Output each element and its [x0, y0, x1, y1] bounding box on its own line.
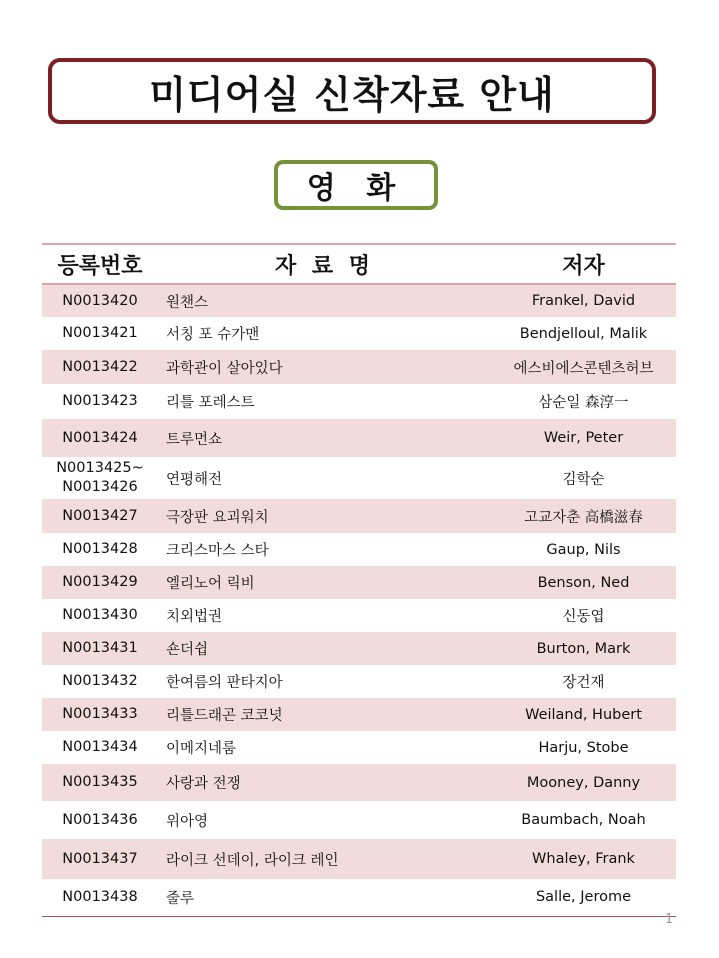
table-row [42, 632, 676, 665]
item-title: 치외법권 [166, 609, 223, 625]
item-author: Gaup, Nils [546, 541, 621, 558]
item-author: 신동엽 [562, 609, 605, 625]
registration-number: N0013436 [62, 811, 138, 828]
table-row [42, 731, 676, 764]
item-author: 고교자춘 高橋滋春 [491, 499, 676, 533]
item-title: 이메지네룸 [166, 741, 237, 757]
item-author: Benson, Ned [491, 566, 676, 599]
item-title: 리틀드래곤 코코넛 [158, 698, 491, 731]
item-title: 크리스마스 스타 [166, 543, 269, 559]
registration-number: N0013428 [62, 541, 138, 557]
registration-number: N0013433 [42, 698, 158, 731]
item-title: 엘리노어 릭비 [158, 566, 491, 599]
registration-number: N0013424 [42, 419, 158, 457]
registration-number: N0013420 [42, 284, 158, 317]
item-author: Harju, Stobe [538, 739, 629, 756]
item-title: 사랑과 전쟁 [158, 764, 491, 801]
item-title: 원챈스 [158, 284, 491, 317]
item-title: 서칭 포 슈가맨 [166, 327, 260, 343]
registration-number: N0013438 [62, 888, 138, 905]
item-title: 한여름의 판타지아 [166, 675, 283, 691]
item-author: Burton, Mark [491, 632, 676, 665]
table-header-row [42, 244, 676, 284]
table-row [42, 350, 676, 384]
registration-number: N0013431 [42, 632, 158, 665]
table-row [42, 419, 676, 457]
column-header-author: 저자 [491, 244, 676, 284]
item-author: Bendjelloul, Malik [519, 325, 648, 342]
registration-number: N0013427 [42, 499, 158, 533]
item-title: 과학관이 살아있다 [158, 350, 491, 384]
table-row [42, 533, 676, 566]
registration-number: N0013435 [42, 764, 158, 801]
registration-number: N0013429 [42, 566, 158, 599]
table-row [42, 317, 676, 350]
table-row [42, 384, 676, 419]
registration-number-range [42, 457, 158, 499]
registration-number: N0013422 [42, 350, 158, 384]
item-title: 라이크 선데이, 라이크 레인 [158, 839, 491, 879]
table-row [42, 457, 676, 499]
item-author: 장건재 [562, 675, 605, 691]
item-author: Frankel, David [491, 284, 676, 317]
table-row [42, 284, 676, 317]
table-row [42, 599, 676, 632]
item-author: 김학순 [562, 471, 605, 488]
registration-number: N0013432 [62, 673, 138, 689]
item-author: Mooney, Danny [491, 764, 676, 801]
column-header-title: 자 료 명 [158, 244, 491, 284]
item-author: Salle, Jerome [535, 889, 632, 906]
item-author: Weir, Peter [491, 419, 676, 457]
item-title: 트루먼쇼 [158, 419, 491, 457]
table-row [42, 801, 676, 839]
item-author: Baumbach, Noah [521, 812, 646, 828]
item-title: 극장판 요괴워치 [158, 499, 491, 533]
item-author: 삼순일 森淳一 [538, 395, 629, 411]
item-author: 에스비에스콘텐츠허브 [491, 350, 676, 384]
table-row [42, 764, 676, 801]
item-title: 위아영 [166, 813, 209, 830]
item-title: 연평해전 [166, 471, 223, 488]
table-row [42, 499, 676, 533]
item-author: Whaley, Frank [491, 839, 676, 879]
item-title: 리틀 포레스트 [166, 395, 255, 411]
registration-number-start: N0013425~ [56, 460, 144, 476]
item-author: Weiland, Hubert [491, 698, 676, 731]
page-title: 미디어실 신착자료 안내 [48, 58, 656, 124]
table-row [42, 839, 676, 879]
table-row [42, 665, 676, 698]
registration-number: N0013434 [62, 739, 138, 755]
registration-number: N0013423 [62, 393, 138, 409]
item-title: 줄루 [166, 890, 195, 907]
table-row [42, 879, 676, 916]
table-row [42, 566, 676, 599]
page-number: 1 [665, 912, 674, 927]
registration-number: N0013437 [42, 839, 158, 879]
table-row [42, 698, 676, 731]
registration-number: N0013430 [62, 607, 138, 623]
registration-number-end: N0013426 [62, 479, 138, 495]
category-label: 영 화 [274, 160, 438, 210]
column-header-id: 등록번호 [42, 244, 158, 284]
item-title: 숀더쉽 [158, 632, 491, 665]
new-arrivals-table [42, 243, 676, 917]
registration-number: N0013421 [62, 325, 138, 341]
